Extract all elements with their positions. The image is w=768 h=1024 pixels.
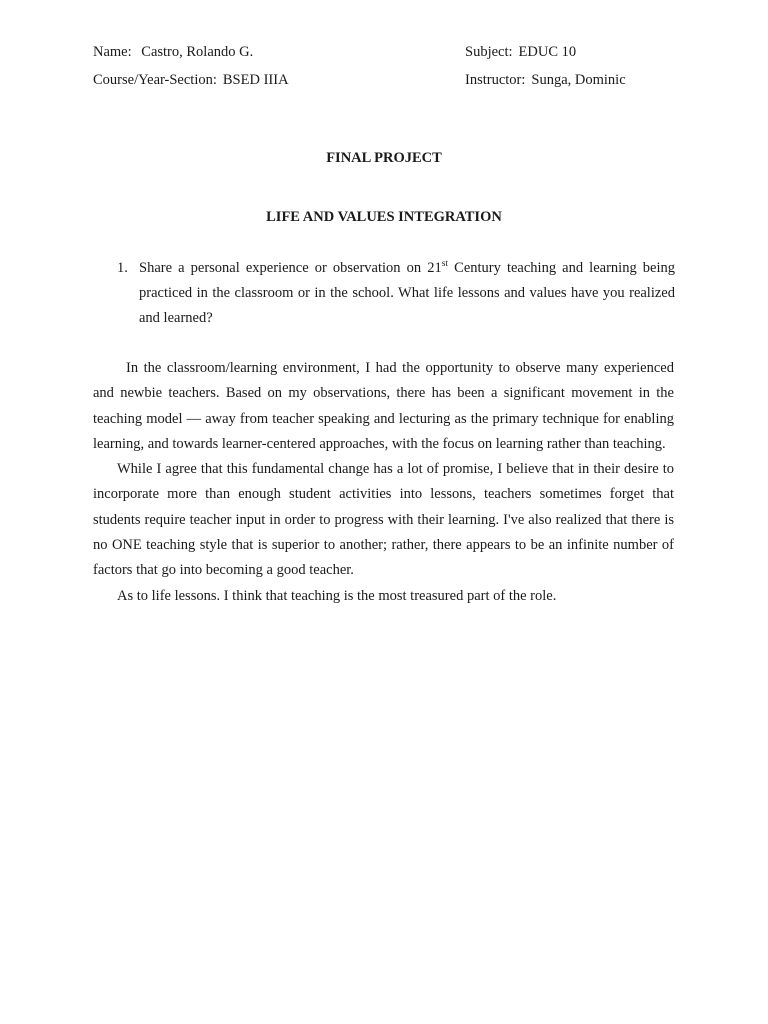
name-label: Name: [93,44,132,60]
answer-paragraph: In the classroom/learning environment, I had the opportunity to observe many experienced and newbie teachers. Based on my observations, there has been a significant movement in the teaching model — away from teacher speaking and lecturing as the primary technique for enabling learning, and towards learner-centered approaches, with the focus on learning rather than teaching. [93,360,674,452]
course-field [93,70,289,90]
answer-body [93,356,674,609]
question-number: 1. [117,260,128,276]
course-value: BSED IIIA [222,72,289,88]
answer-paragraph: While I agree that this fundamental change has a lot of promise, I believe that in their desire to incorporate more than enough student activities into lessons, teachers sometimes forget that students require teacher input in order to progress with their learning. I've also realized that there is no ONE teaching style that is superior to another; rather, there appears to be an infinite number of factors that go into becoming a good teacher. [93,461,674,579]
document-subtitle: LIFE AND VALUES INTEGRATION [266,209,502,225]
question-superscript: st [441,259,449,269]
name-field [93,42,253,62]
header-row-1 [93,42,713,62]
instructor-field [465,70,626,90]
header-row-2 [93,70,713,90]
subject-label: Subject: [465,44,513,60]
question-text-start: Share a personal experience or observation on 21 [139,260,442,276]
instructor-value: Sunga, Dominic [531,72,626,88]
question-text-end: Century teaching and learning being practiced in the classroom or in the school. What life lessons and values have you realized and learned? [139,260,675,326]
document-title: FINAL PROJECT [326,150,442,166]
answer-paragraph: As to life lessons. I think that teaching is the most treasured part of the role. [117,587,557,604]
name-value: Castro, Rolando G. [141,44,254,60]
course-label: Course/Year-Section: [93,72,217,88]
question-text [139,256,675,331]
subject-value: EDUC 10 [518,44,577,60]
subject-field [465,42,576,62]
instructor-label: Instructor: [465,72,526,88]
